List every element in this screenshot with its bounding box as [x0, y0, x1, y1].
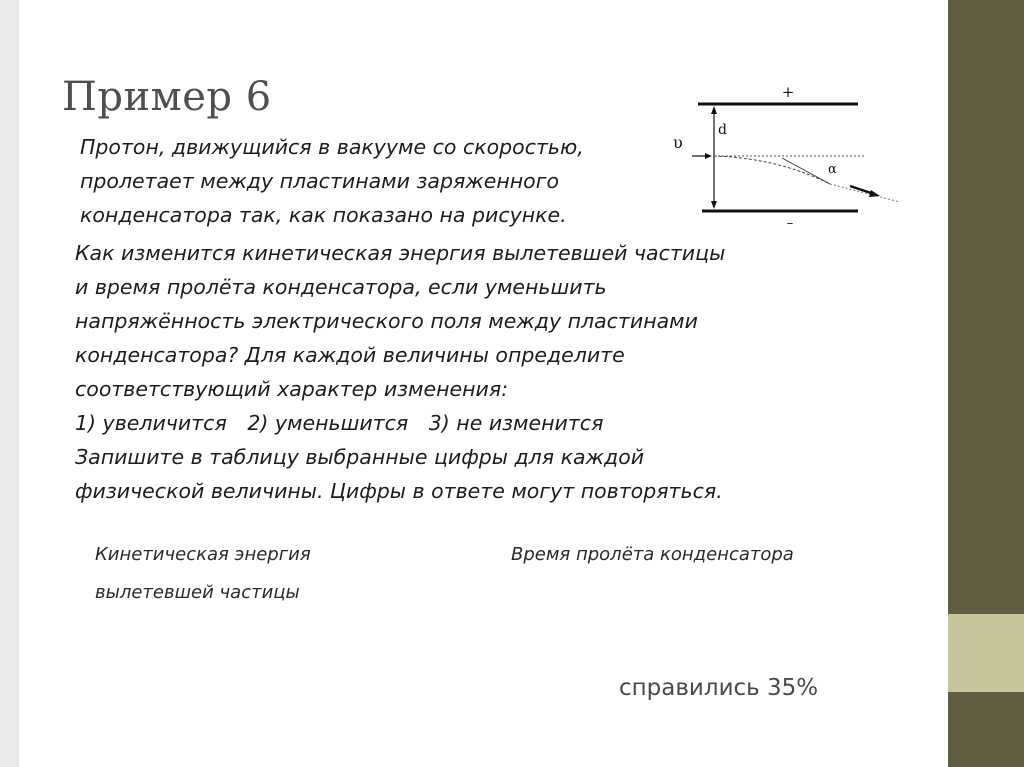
plus-label: +: [781, 83, 795, 101]
intro-line: конденсатора так, как показано на рисунке.: [80, 203, 567, 227]
angle-label: α: [828, 162, 837, 177]
option-increase: 1) увеличится: [75, 411, 227, 435]
velocity-label: υ: [673, 133, 683, 152]
minus-label: –: [786, 216, 794, 230]
question-line: Как изменится кинетическая энергия вылетевшей частицы: [75, 241, 726, 265]
question-line: соответствующий характер изменения:: [75, 377, 509, 401]
trajectory-curve: [714, 156, 830, 184]
distance-label: d: [718, 122, 727, 138]
intro-line: Протон, движущийся в вакууме со скоростью,: [80, 135, 584, 159]
option-decrease: 2) уменьшится: [247, 411, 409, 435]
velocity-arrow-head: [705, 153, 712, 159]
table-label-line: Кинетическая энергия: [95, 544, 311, 565]
success-rate: справились 35%: [619, 675, 819, 701]
instruction-line: Запишите в таблицу выбранные цифры для каждой: [75, 445, 645, 469]
right-decor-band: [948, 0, 1024, 767]
intro-line: пролетает между пластинами заряженного: [80, 169, 560, 193]
band-accent-block: [948, 614, 1024, 692]
exit-velocity-arrow-head: [869, 190, 880, 197]
distance-arrow-head-bottom: [711, 201, 717, 209]
question-line: конденсатора? Для каждой величины определите: [75, 343, 625, 367]
distance-arrow-head-top: [711, 106, 717, 114]
exit-path-dotted: [830, 184, 900, 202]
exit-tangent-line: [782, 158, 830, 184]
problem-intro: [80, 130, 584, 232]
option-unchanged: 3) не изменится: [428, 411, 604, 435]
instruction-line: физической величины. Цифры в ответе могут повторяться.: [75, 479, 723, 503]
question-line: напряжённость электрического поля между пластинами: [75, 309, 698, 333]
problem-question: [75, 236, 725, 508]
table-label-line: вылетевшей частицы: [95, 582, 300, 603]
answer-options: [75, 406, 725, 440]
table-label-kinetic-energy: [95, 536, 311, 612]
question-line: и время пролёта конденсатора, если уменьшить: [75, 275, 607, 299]
slide-title: Пример 6: [62, 74, 272, 120]
table-label-flight-time: Время пролёта конденсатора: [511, 544, 794, 565]
capacitor-diagram: [668, 80, 904, 230]
